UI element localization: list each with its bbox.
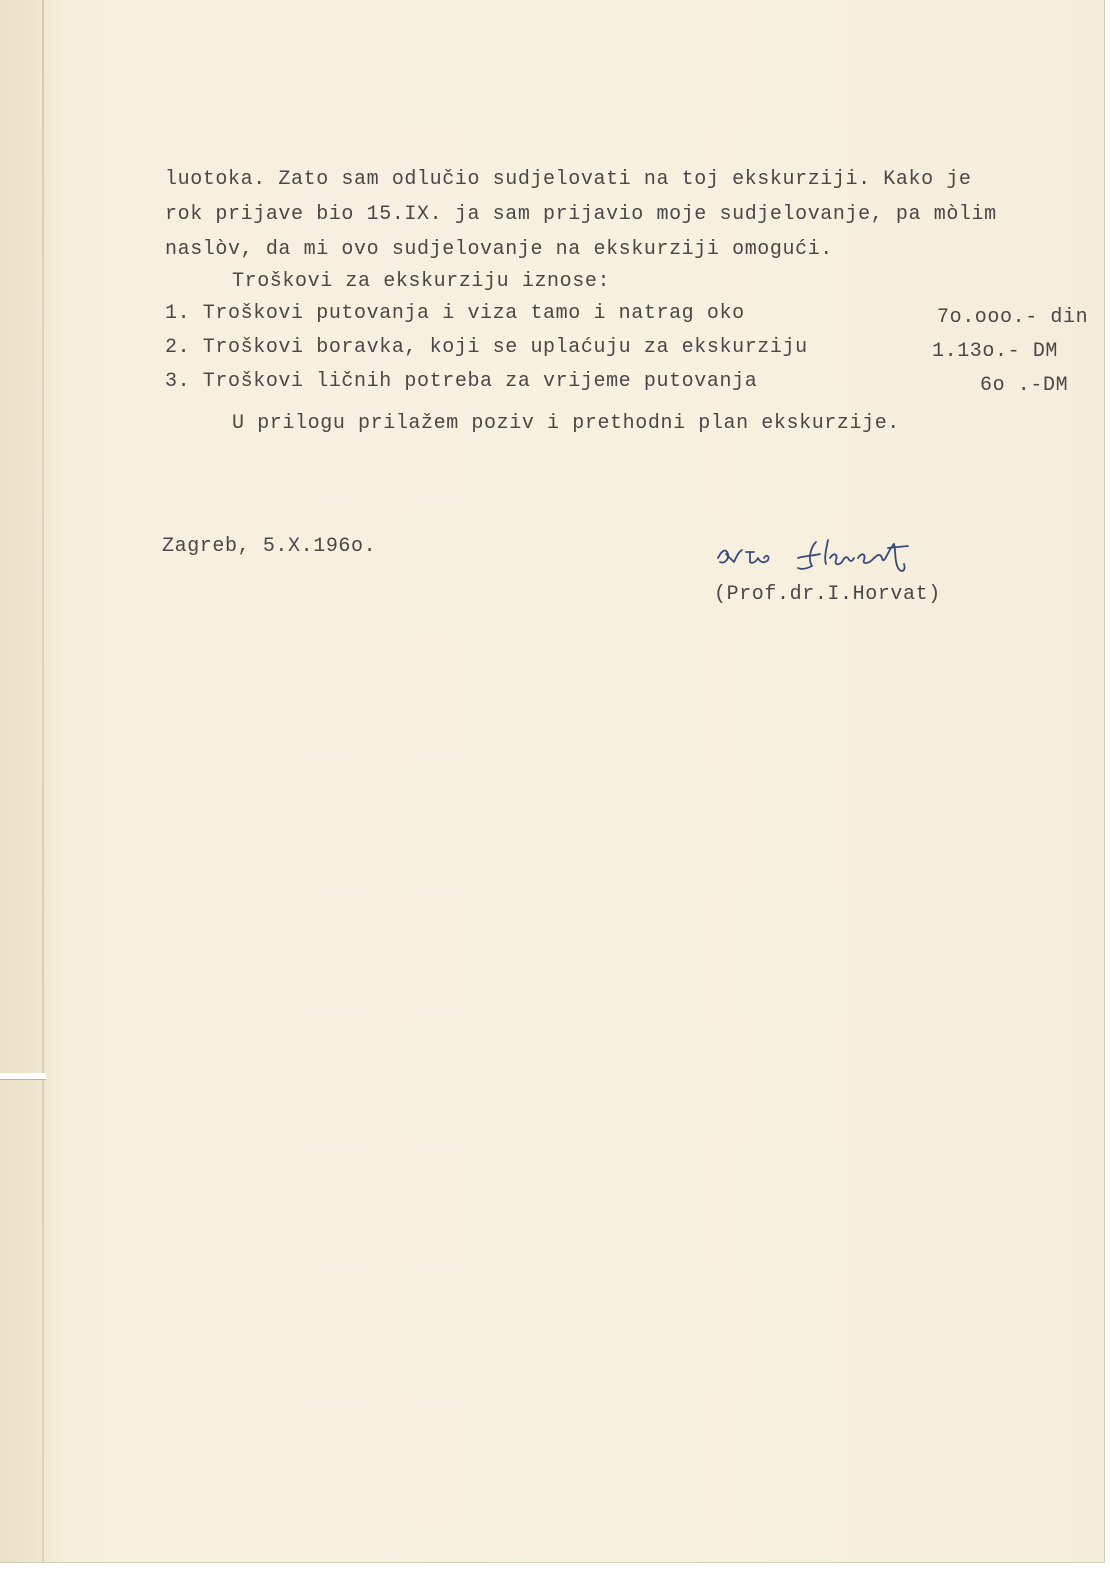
signature-stroke	[830, 554, 854, 564]
signature-stroke	[888, 546, 908, 548]
paragraph-line-1: luotoka. Zato sam odlučio sudjelovati na toj ekskurziji. Kako je	[165, 168, 972, 191]
place-date: Zagreb, 5.X.196o.	[162, 535, 377, 558]
cost-item-3-label: 3. Troškovi ličnih potreba za vrijeme putovanja	[165, 370, 758, 393]
cost-item-2-amount: 1.13o.- DM	[932, 340, 1059, 363]
attachment-note: U prilogu prilažem poziv i prethodni plan ekskurzije.	[232, 412, 900, 435]
signature-stroke	[746, 552, 769, 563]
signature-stroke	[858, 544, 905, 571]
cost-item-1-amount: 7o.ooo.- din	[937, 306, 1089, 329]
handwritten-signature	[712, 528, 962, 588]
cost-item-2-label: 2. Troškovi boravka, koji se uplaćuju za ekskurziju	[165, 336, 808, 359]
page-fold-shadow	[0, 0, 62, 1562]
cost-item-3-amount: 6o .-DM	[980, 374, 1069, 397]
paragraph-line-2: rok prijave bio 15.IX. ja sam prijavio moje sudjelovanje, pa mòlim	[165, 203, 997, 226]
paper-tear	[0, 1073, 46, 1080]
page-crease	[42, 0, 44, 1562]
signatory-name: (Prof.dr.I.Horvat)	[714, 583, 941, 606]
signature-stroke	[718, 550, 742, 563]
cost-item-1-label: 1. Troškovi putovanja i viza tamo i natrag oko	[165, 302, 745, 325]
costs-intro: Troškovi za ekskurziju iznose:	[232, 270, 611, 293]
paragraph-line-3: naslòv, da mi ovo sudjelovanje na ekskurziji omogući.	[165, 238, 833, 261]
signature-stroke	[798, 540, 828, 569]
